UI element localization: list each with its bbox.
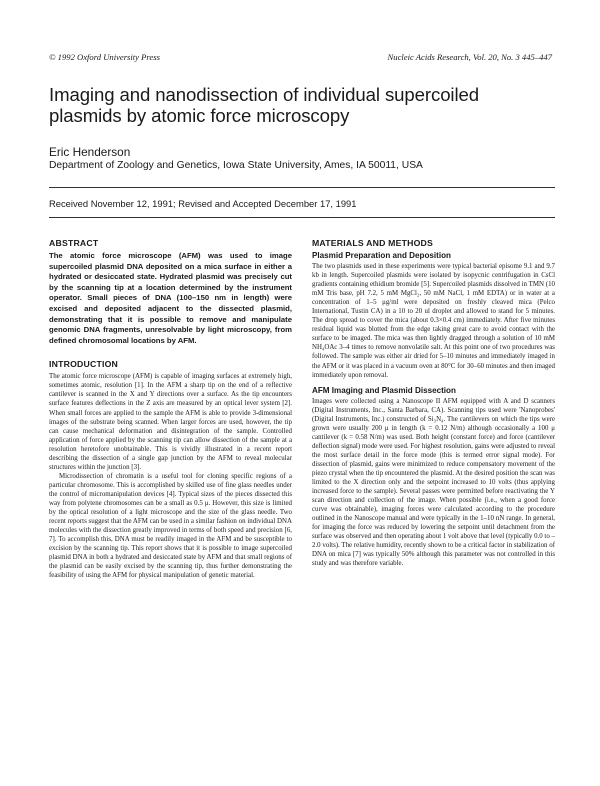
introduction-paragraph-2: Microdissection of chromatin is a useful tool for cloning specific regions of a particular chromosome. This is accomplished by skilled use of fine glass needles under the control of micromanipulation devices [4]. Typical sizes of the pieces dissected this way from polytene chromosomes can be a small as 0.5 μ. However, this size is limited by the optical resolution of a light microscope and the size of the glass needle. Two recent reports suggest that the AFM can be used in a similar fashion on individual DNA molecules with the dissection greatly improved in terms of both speed and precision [6, 7]. To accomplish this, DNA must be readily imaged in the AFM and be susceptible to excision by the scanning tip. This report shows that it is possible to image supercoiled plasmid DNA in both a hydrated and desiccated state by AFM and that small regions of the plasmid can be easily excised by the scanning tip, thus further demonstrating the feasibility of using the AFM for physical manipulation of genetic material. — [49, 472, 292, 580]
abstract-text: The atomic force microscope (AFM) was used to image supercoiled plasmid DNA deposited on a mica surface in either a hydrated or desiccated state. Hydrated plasmid was precisely cut by the scanning tip at a location determined by the instrument operator. Small pieces of DNA (100–150 nm in length) were excised and deposited adjacent to the dissected plasmid, demonstrating that it is possible to remove and manipulate genomic DNA fragments, unresolvable by light microscopy, from defined chromosomal locations by AFM. — [49, 251, 292, 345]
author-affiliation: Department of Zoology and Genetics, Iowa State University, Ames, IA 50011, USA — [49, 160, 423, 171]
abstract-heading: ABSTRACT — [49, 238, 99, 248]
article-title: Imaging and nanodissection of individual supercoiled plasmids by atomic force microscopy — [49, 84, 479, 126]
left-column — [49, 238, 292, 580]
plasmid-preparation-heading: Plasmid Preparation and Deposition — [312, 251, 451, 260]
journal-citation: Nucleic Acids Research, Vol. 20, No. 3 445–447 — [387, 52, 552, 62]
methods-heading: MATERIALS AND METHODS — [312, 238, 433, 248]
bottom-divider — [49, 217, 555, 218]
author-name: Eric Henderson — [49, 145, 131, 159]
afm-imaging-heading: AFM Imaging and Plasmid Dissection — [312, 385, 456, 395]
right-column — [312, 238, 555, 569]
top-divider — [49, 187, 555, 188]
plasmid-preparation-text: The two plasmids used in these experiments were typical bacterial episome 9.1 and 9.7 kb in length. Supercoiled plasmids were isolated by isopycnic centrifugation in CsCl gradients containing ethidium bromide [5]. Supercoiled plasmids dissolved in TMN (10 mM Tris base, pH 7.2, 5 mM MgCl₂, 50 mM NaCl, 1 mM EDTA) or in water at a concentration of 1–5 μg/ml were deposited on freshly cleaved mica (Pelco International, Tustin CA) in a 10 to 20 ul droplet and allowed to stand for 5 minutes. The drop spread to cover the mica (about 0.3×0.4 cm) immediately. After five minutes residual liquid was blotted from the edge taking great care to avoid contact with the surface to be imaged. The mica was then lightly dragged through a solution of 10 mM NH₄OAc 3–4 times to remove nonvolatile salt. At this point one of two procedures was followed. The sample was either air dried for 5–10 minutes and immediately imaged in the AFM or it was placed in a vacuum oven at 80°C for 30–60 minutes and then imaged immediately upon removal. — [312, 263, 555, 379]
introduction-heading: INTRODUCTION — [49, 359, 118, 370]
afm-imaging-text: Images were collected using a Nanoscope II AFM equipped with A and D scanners (Digital Instruments, Inc., Santa Barbara, CA). Scanning tips used were 'Nanoprobes' (Digital Instruments, Inc.) constructed of Si₃N₄. The cantilevers on which the tips were grown were usually 200 μ in length (k = 0.12 N/m) although occasionally a 100 μ cantilever (k = 0.58 N/m) was used. Both height (constant force) and force (cantilever deflection signal) mode were used. For highest resolution, gains were adjusted to reveal the most surface detail in the force mode (this is termed error signal mode). For dissection of plasmid, gains were minimized to reduce compensatory movement of the piezo crystal when the tip encountered the plasmid. At the desired position the scan was limited to the X direction only and the setpoint increased to 10 volts (thus applying increased force to the sample). Several passes were permitted before reactivating the Y scan direction and collection of the image. When possible (i.e., when a good force curve was obtainable), imaging forces were calculated according to the procedure outlined in the Nanoscope manual and were typically in the 1–10 nN range. In general, for imaging the force was reduced by lowering the setpoint until detachment from the surface was observed and then operating about 1 volt above that level (typically 0.0 to –2.0 volts). The relative humidity, recently shown to be a critical factor in stabilization of DNA on mica [7] was typically 50% although this parameter was not controlled in this study and was therefore variable. — [312, 397, 555, 568]
introduction-paragraph-1: The atomic force microscope (AFM) is capable of imaging surfaces at extremely high, sometimes atomic, resolution [1]. In the AFM a sharp tip on the end of a reflective cantilever is scanned in the X and Y directions over a surface. As the tip encounters surface features deflections in the Z axis are measured by an optical lever system [2]. When small forces are applied to the sample the AFM is able to provide 3-dimensional images of the substrate being scanned. When larger forces are used, however, the tip can cause mechanical deformation and disintegration of the sample. Controlled application of force applied by the scanning tip can allow dissection of the sample at a resolution heretofore unobtainable. This is vividly illustrated in a recent report describing the dissection of a single gap junction by the AFM to reveal molecular structures within the junction [3]. — [49, 373, 292, 471]
journal-copyright: © 1992 Oxford University Press — [49, 52, 160, 62]
received-dates: Received November 12, 1991; Revised and Accepted December 17, 1991 — [49, 198, 357, 209]
